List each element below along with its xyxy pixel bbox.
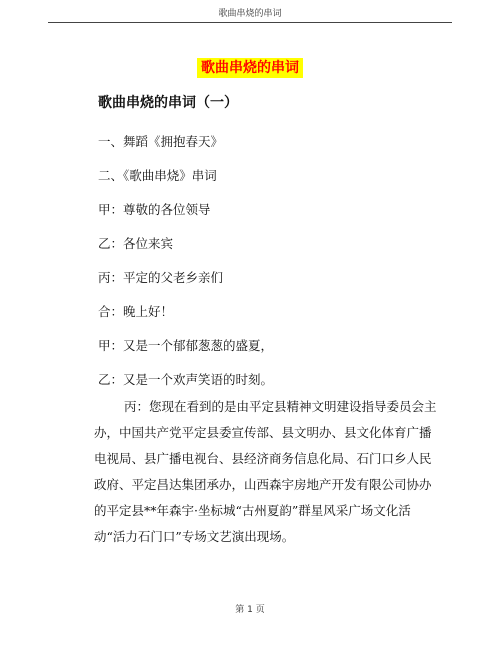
paragraph-line: 的平定县**年森宇·坐标城“古州夏韵”群星风采广场文化活 (94, 503, 411, 518)
dialogue-line: 乙：各位来宾 (98, 236, 174, 251)
dialogue-line: 乙：又是一个欢声笑语的时刻。 (98, 372, 274, 387)
dialogue-line: 合：晚上好！ (98, 304, 174, 319)
paragraph-line: 办，中国共产党平定县委宣传部、县文明办、县文化体育广播 (94, 425, 432, 440)
document-body (98, 91, 428, 397)
dialogue-line: 甲：又是一个郁郁葱葱的盛夏， (98, 338, 274, 353)
paragraph-line: 电视局、县广播电视台、县经济商务信息化局、石门口乡人民 (94, 451, 432, 466)
dialogue-line: 丙：平定的父老乡亲们 (98, 270, 224, 285)
section-heading: 歌曲串烧的串词（一） (98, 95, 238, 111)
page-number: 第 1 页 (235, 605, 265, 615)
running-header: 歌曲串烧的串词 (218, 9, 282, 19)
dialogue-line: 甲：尊敬的各位领导 (98, 202, 211, 217)
paragraph-line: 丙：您现在看到的是由平定县精神文明建设指导委员会主 (124, 399, 437, 414)
document-title-container (0, 57, 500, 78)
program-item-medley: 二、《歌曲串烧》串词 (98, 168, 217, 183)
paragraph-line: 动“活力石门口”专场文艺演出现场。 (94, 529, 295, 544)
paragraph-line: 政府、平定昌达集团承办，山西森宇房地产开发有限公司协办 (94, 477, 432, 492)
header-divider (48, 22, 452, 23)
document-title: 歌曲串烧的串词 (197, 58, 303, 78)
program-item-dance: 一、舞蹈《拥抱春天》 (98, 134, 224, 149)
dialogue-paragraph (94, 394, 437, 550)
